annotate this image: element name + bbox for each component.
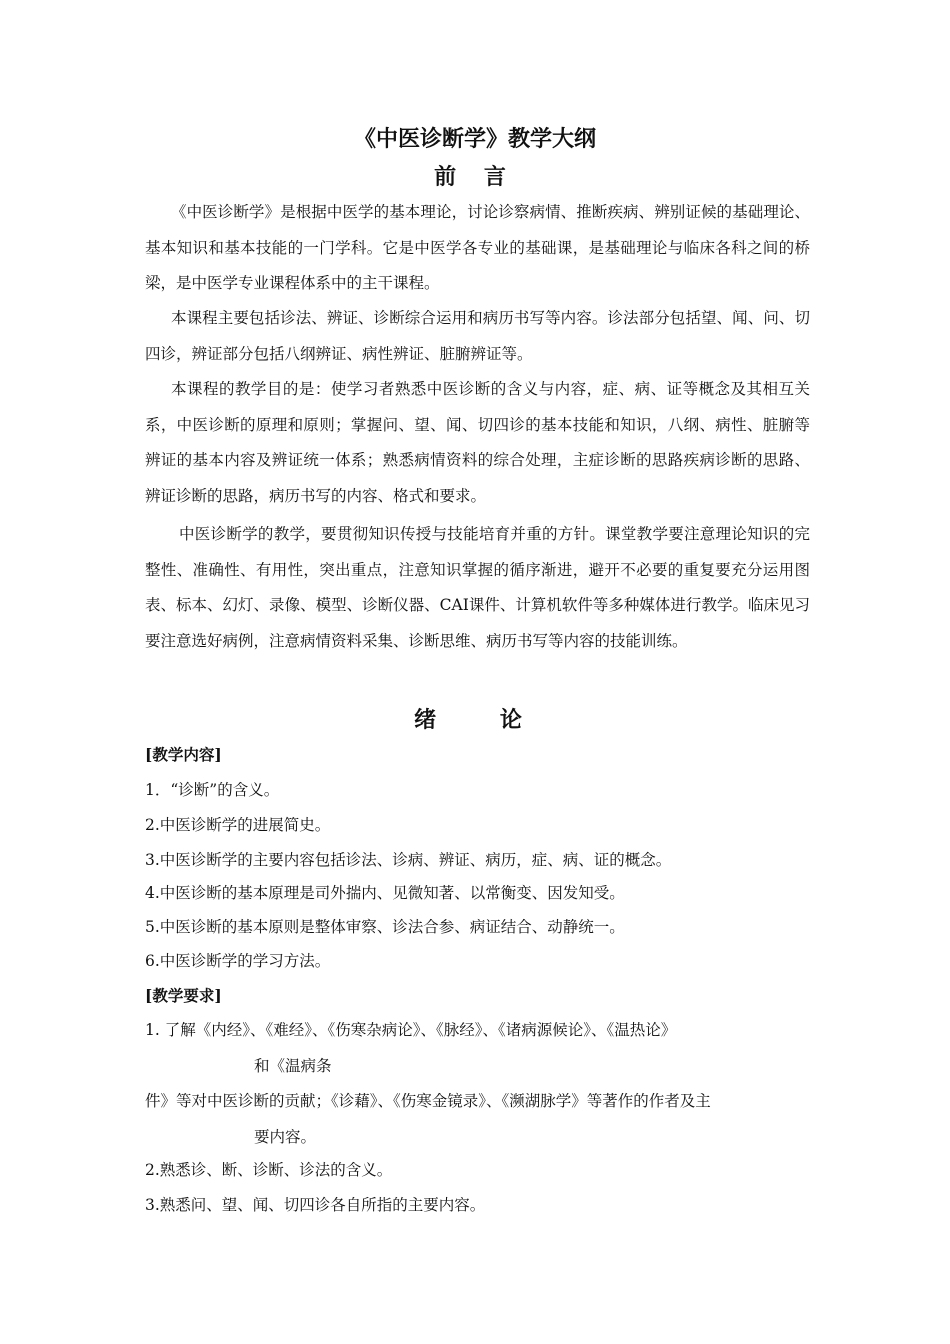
requirement-line-6: 3.熟悉问、望、闻、切四诊各自所指的主要内容。 (145, 1196, 486, 1214)
content-item-2: 2.中医诊断学的进展简史。 (145, 816, 331, 834)
introduction-heading: 绪 论 (414, 707, 550, 733)
teaching-content-heading: [教学内容] (145, 745, 222, 764)
content-item-1: 1．“诊断”的含义。 (145, 781, 280, 799)
content-item-6: 6.中医诊断学的学习方法。 (145, 952, 331, 970)
content-item-4: 4.中医诊断的基本原理是司外揣内、见微知著、以常衡变、因发知受。 (145, 884, 625, 902)
requirement-line-2: 和《温病条 (254, 1057, 332, 1075)
requirement-line-5: 2.熟悉诊、断、诊断、诊法的含义。 (145, 1161, 393, 1179)
content-item-3: 3.中医诊断学的主要内容包括诊法、诊病、辨证、病历，症、病、证的概念。 (145, 851, 672, 869)
teaching-requirement-heading: [教学要求] (145, 986, 222, 1005)
document-title: 《中医诊断学》教学大纲 (353, 126, 596, 152)
content-item-5: 5.中医诊断的基本原则是整体审察、诊法合参、病证结合、动静统一。 (145, 918, 625, 936)
preface-paragraph-2: 本课程主要包括诊法、辨证、诊断综合运用和病历书写等内容。诊法部分包括望、闻、问、切四诊，辨证部分包括八纲辨证、病性辨证、脏腑辨证等。 (145, 309, 810, 363)
preface-paragraph-3: 本课程的教学目的是：使学习者熟悉中医诊断的含义与内容，症、病、证等概念及其相互关系，中医诊断的原理和原则；掌握问、望、闻、切四诊的基本技能和知识，八纲、病性、脏腑等辨证的基本内容及辨证统一体系；熟悉病情资料的综合处理，主症诊断的思路疾病诊断的思路、辨证诊断的思路，病历书写的内容、格式和要求。 (145, 380, 810, 505)
preface-heading: 前 言 (434, 164, 516, 190)
preface-paragraph-1: 《中医诊断学》是根据中医学的基本理论，讨论诊察病情、推断疾病、辨别证候的基础理论、基本知识和基本技能的一门学科。它是中医学各专业的基础课，是基础理论与临床各科之间的桥梁，是中医学专业课程体系中的主干课程。 (145, 203, 810, 292)
requirement-line-1: 1. 了解《内经》、《难经》、《伤寒杂病论》、《脉经》、《诸病源候论》、《温热论》 (145, 1021, 677, 1039)
requirement-line-3: 件》等对中医诊断的贡献；《诊藉》、《伤寒金镜录》、《濒湖脉学》等著作的作者及主 (145, 1092, 711, 1110)
requirement-line-4: 要内容。 (254, 1128, 317, 1146)
preface-paragraph-4: 中医诊断学的教学，要贯彻知识传授与技能培育并重的方针。课堂教学要注意理论知识的完整性、准确性、有用性，突出重点，注意知识掌握的循序渐进，避开不必要的重复要充分运用图表、标本、幻灯、录像、模型、诊断仪器、CAI课件、计算机软件等多种媒体进行教学。临床见习要注意选好病例，注意病情资料采集、诊断思维、病历书写等内容的技能训练。 (145, 525, 810, 650)
